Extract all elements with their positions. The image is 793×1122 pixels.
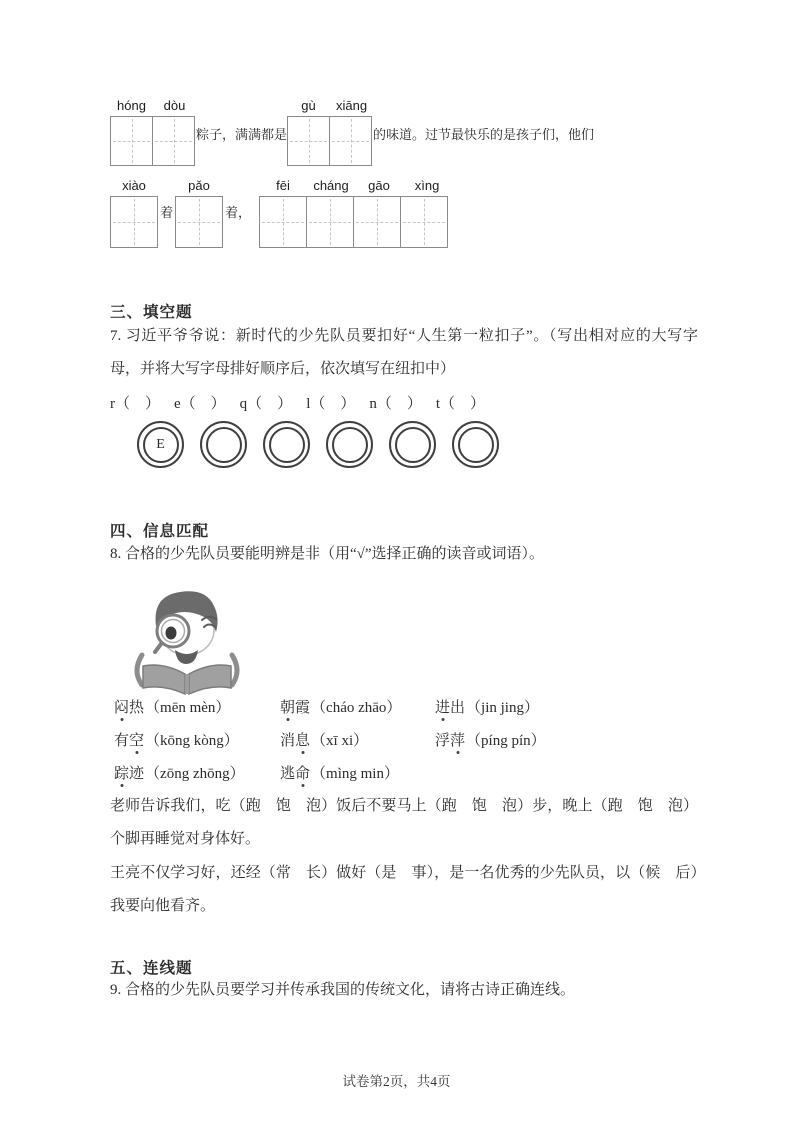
word-dotted-char: 命 — [295, 766, 311, 782]
pinyin-label: cháng — [313, 178, 349, 193]
word-choice-item — [435, 731, 690, 751]
writing-cell — [329, 116, 372, 166]
button-circle — [200, 421, 247, 468]
pinyin-writing-grid — [287, 98, 373, 166]
writing-cells — [110, 196, 158, 248]
writing-cell — [353, 196, 401, 248]
word-select-paragraph-1: 老师告诉我们，吃（跑 饱 泡）饭后不要马上（跑 饱 泡）步，晚上（跑 饱 泡）个脚再睡觉对身体好。 — [110, 798, 698, 847]
word-reading: （kōng kòng） — [145, 733, 239, 749]
writing-cell — [259, 196, 307, 248]
word-choice-item — [114, 731, 280, 751]
word-post: 霞 — [295, 700, 311, 716]
pinyin-label: xiào — [122, 178, 146, 193]
writing-cell — [400, 196, 448, 248]
word-dotted-char: 朝 — [280, 700, 296, 716]
button-circle-inner — [458, 427, 494, 463]
pinyin-labels — [259, 178, 451, 194]
word-post: 热 — [129, 700, 145, 716]
letter-blank: q（ ） — [239, 396, 293, 412]
reading-boy-illustration — [112, 580, 262, 698]
writing-cell — [287, 116, 330, 166]
pinyin-label: dòu — [163, 98, 186, 113]
pinyin-fill-row-1 — [110, 98, 710, 166]
pinyin-fill-row-2 — [110, 178, 710, 248]
pronunciation-choice-grid — [114, 698, 690, 784]
word-dotted-char: 闷 — [114, 700, 130, 716]
lowercase-letters-row — [110, 392, 485, 413]
letter-blank: e（ ） — [174, 396, 226, 412]
letter-blank: l（ ） — [306, 396, 356, 412]
pinyin-labels — [110, 98, 196, 114]
button-circles-row — [137, 421, 499, 468]
button-circle — [326, 421, 373, 468]
word-dotted-char: 踪 — [114, 766, 130, 782]
word-select-paragraph-2: 王亮不仅学习好，还经（常 长）做好（是 事），是一名优秀的少先队员，以（候 后）我要向他看齐。 — [110, 865, 698, 914]
pinyin-label: gù — [301, 98, 316, 113]
writing-cell — [110, 196, 158, 248]
word-choice-item — [114, 764, 280, 784]
word-pre: 逃 — [280, 766, 296, 782]
writing-cells — [110, 116, 196, 166]
pinyin-label: xiāng — [335, 98, 368, 113]
question-8-text: 8. 合格的少先队员要能明辨是非（用“√”选择正确的读音或词语）。 — [110, 546, 545, 562]
word-reading: （mìng min） — [311, 766, 399, 782]
question-7-text: 7. 习近平爷爷说：新时代的少先队员要扣好“人生第一粒扣子”。（写出相对应的大写字母，并将大写字母排好顺序后，依次填写在纽扣中） — [110, 328, 698, 377]
button-circle-inner — [269, 427, 305, 463]
writing-cells — [287, 116, 373, 166]
button-circle — [389, 421, 436, 468]
pinyin-writing-grid — [175, 178, 223, 248]
button-circle-inner — [332, 427, 368, 463]
word-pre: 消 — [280, 733, 296, 749]
pinyin-writing-grid — [110, 98, 196, 166]
word-choice-item — [280, 698, 435, 718]
word-choice-item — [280, 764, 435, 784]
word-reading: （zōng zhōng） — [145, 766, 245, 782]
writing-cell — [175, 196, 223, 248]
pinyin-writing-grid — [259, 178, 451, 248]
fill-sentence-text: 着， — [225, 205, 252, 220]
word-reading: （jin jing） — [466, 700, 539, 716]
letter-blank: t（ ） — [435, 396, 486, 412]
pinyin-label: hóng — [117, 98, 146, 113]
button-circle — [452, 421, 499, 468]
pinyin-label: gāo — [368, 178, 390, 193]
word-dotted-char: 息 — [295, 733, 311, 749]
pinyin-labels — [175, 178, 223, 194]
question-9-text: 9. 合格的少先队员要学习并传承我国的传统文化，请将古诗正确连线。 — [110, 982, 576, 998]
pinyin-label: xìng — [414, 178, 440, 193]
boy-with-magnifier-icon — [112, 580, 262, 698]
letter-blank: n（ ） — [369, 396, 422, 412]
writing-cell — [110, 116, 153, 166]
word-reading: （mēn mèn） — [145, 700, 231, 716]
section-heading-line-match: 五、连线题 — [110, 960, 193, 977]
section-heading-info-match: 四、信息匹配 — [110, 523, 210, 540]
button-circle-inner — [143, 427, 179, 463]
fill-sentence-text: 的味道。过节最快乐的是孩子们，他们 — [373, 127, 595, 142]
word-dotted-char: 萍 — [450, 733, 466, 749]
fill-sentence-text: 着 — [160, 205, 174, 220]
word-post: 出 — [450, 700, 466, 716]
button-circle — [137, 421, 184, 468]
word-post: 迹 — [129, 766, 145, 782]
pinyin-labels — [287, 98, 373, 114]
pinyin-writing-grid — [110, 178, 158, 248]
section-heading-fill-blank: 三、填空题 — [110, 304, 193, 321]
word-reading: （xī xi） — [311, 733, 369, 749]
button-circle — [263, 421, 310, 468]
word-pre: 有 — [114, 733, 130, 749]
fill-sentence-text: 粽子，满满都是 — [196, 127, 288, 142]
pinyin-labels — [110, 178, 158, 194]
writing-cells — [175, 196, 223, 248]
word-pre: 浮 — [435, 733, 451, 749]
word-choice-item — [435, 698, 690, 718]
pinyin-label: pǎo — [188, 178, 210, 193]
button-letter: E — [156, 436, 165, 452]
page-footer: 试卷第2页，共4页 — [342, 1074, 451, 1089]
pinyin-label: fēi — [276, 178, 290, 193]
pinyin-fill-block — [110, 98, 710, 248]
word-dotted-char: 空 — [129, 733, 145, 749]
word-choice-item — [280, 731, 435, 751]
word-reading: （cháo zhāo） — [311, 700, 402, 716]
button-circle-inner — [395, 427, 431, 463]
writing-cell — [152, 116, 195, 166]
word-reading: （píng pín） — [466, 733, 546, 749]
word-dotted-char: 进 — [435, 700, 451, 716]
writing-cells — [259, 196, 451, 248]
word-choice-item — [114, 698, 280, 718]
button-circle-inner — [206, 427, 242, 463]
writing-cell — [306, 196, 354, 248]
letter-blank: r（ ） — [110, 396, 160, 412]
